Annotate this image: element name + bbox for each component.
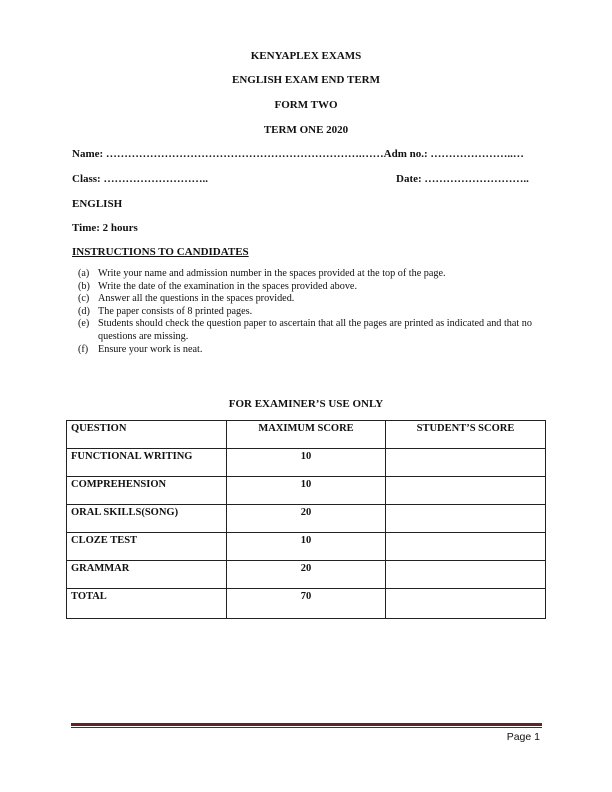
form-title: FORM TWO — [274, 99, 338, 111]
instruction-item: (c) Answer all the questions in the spaces provided. — [78, 293, 295, 305]
instruction-item: (d) The paper consists of 8 printed pages. — [78, 305, 253, 317]
header-max: MAXIMUM SCORE — [227, 421, 386, 449]
subject: ENGLISH — [72, 198, 123, 210]
table-header-row — [67, 421, 546, 449]
table-row: GRAMMAR 20 — [67, 561, 546, 589]
table-row: TOTAL 70 — [67, 589, 546, 619]
student-score-cell[interactable] — [386, 533, 546, 561]
student-score-cell[interactable] — [386, 477, 546, 505]
instructions-list — [78, 268, 538, 356]
footer-rule-thin — [71, 727, 542, 728]
class-field: Class: ……………………….. — [72, 173, 208, 185]
student-score-cell[interactable] — [386, 505, 546, 533]
student-score-cell[interactable] — [386, 589, 546, 619]
header-question: QUESTION — [67, 421, 227, 449]
term-title: TERM ONE 2020 — [263, 124, 349, 136]
exam-title: ENGLISH EXAM END TERM — [231, 74, 380, 86]
instructions-title: INSTRUCTIONS TO CANDIDATES — [72, 246, 249, 258]
table-row: FUNCTIONAL WRITING 10 — [67, 449, 546, 477]
header-student: STUDENT’S SCORE — [386, 421, 546, 449]
score-table — [66, 420, 546, 619]
table-row: CLOZE TEST 10 — [67, 533, 546, 561]
time-allowed: Time: 2 hours — [72, 222, 138, 234]
table-row: ORAL SKILLS(SONG) 20 — [67, 505, 546, 533]
table-row: COMPREHENSION 10 — [67, 477, 546, 505]
instruction-item: (b) Write the date of the examination in the spaces provided above. — [78, 280, 357, 292]
instruction-item: (e) Students should check the question paper to ascertain that all the pages are printed as indicated and that no questions are missing. — [78, 318, 532, 342]
footer-rule-thick — [71, 723, 542, 726]
examiner-title: FOR EXAMINER’S USE ONLY — [228, 398, 384, 410]
instruction-item: (a) Write your name and admission number in the spaces provided at the top of the page. — [78, 268, 446, 279]
instruction-item: (f) Ensure your work is neat. — [78, 343, 203, 355]
student-score-cell[interactable] — [386, 561, 546, 589]
date-field: Date: ……………………….. — [396, 173, 529, 185]
student-score-cell[interactable] — [386, 449, 546, 477]
page-number: Page 1 — [506, 731, 540, 743]
name-adm-field: Name: …………………………………………………………….……Adm no.: …………………..… — [72, 148, 524, 160]
org-title: KENYAPLEX EXAMS — [250, 50, 362, 62]
